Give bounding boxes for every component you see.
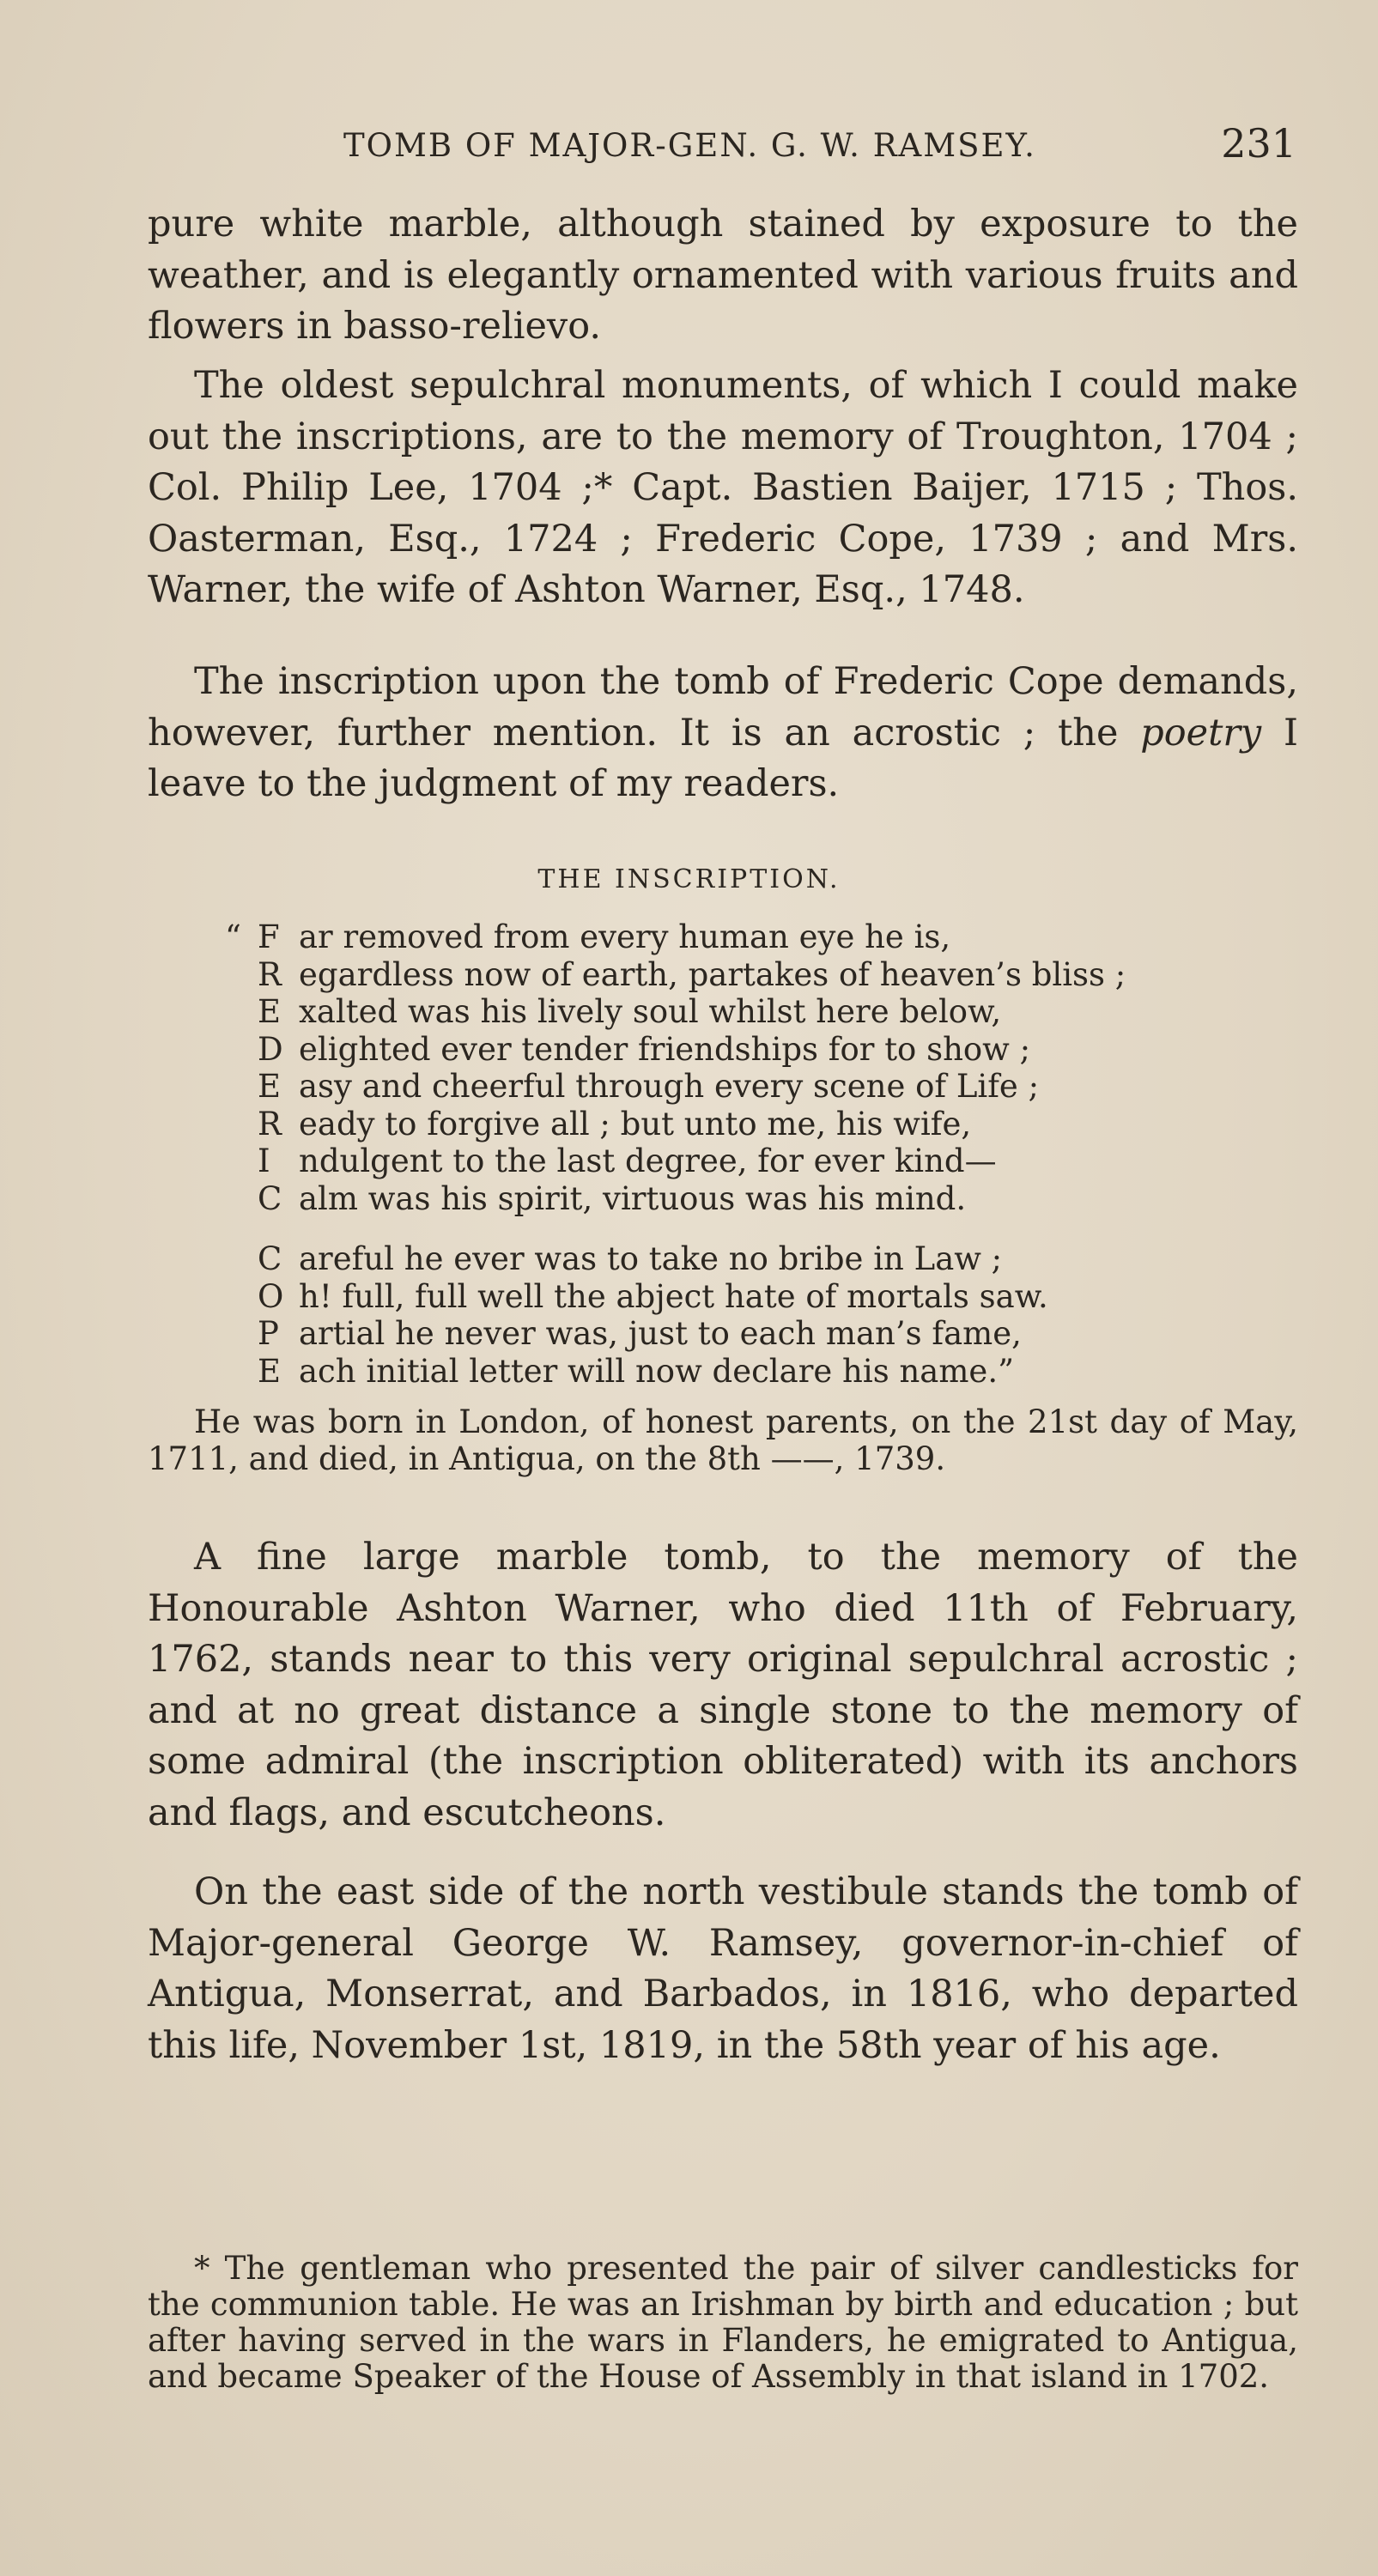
verse-line [258,1315,1048,1353]
verse-line [258,1106,1126,1143]
emphasized-word: poetry [1140,711,1262,755]
opening-quote: “ [225,918,241,955]
verse-text: xalted was his lively soul whilst here below, [299,993,1002,1030]
verse-text: ach initial letter will now declare his name.” [299,1352,1015,1390]
footnote: * The gentleman who presented the pair of silver candlesticks for the communion table. He was an Irishman by birth and education ; but after having served in the wars in Flanders, he emigrated to Antigua, and became Speaker of the House of Assembly in that island in 1702. [148,2250,1298,2395]
verse-text: areful he ever was to take no bribe in Law ; [299,1240,1003,1277]
verse-text: ndulgent to the last degree, for ever kind— [299,1143,997,1179]
verse-text: eady to forgive all ; but unto me, his wife, [299,1105,972,1143]
verse-text: elighted ever tender friendships for to show ; [299,1030,1031,1068]
acrostic-letter: O [258,1277,284,1315]
acrostic-letter: R [258,955,282,993]
acrostic-letter: R [258,1105,282,1143]
acrostic-letter: C [258,1179,282,1217]
acrostic-stanza-2 [258,1240,1048,1390]
acrostic-letter: C [258,1240,282,1277]
verse-text: alm was his spirit, virtuous was his mind. [299,1179,967,1217]
paragraph-acrostic-intro [148,657,1298,810]
page-number: 231 [1221,120,1296,167]
acrostic-stanza-1 [225,918,1126,1217]
inscription-title: THE INSCRIPTION. [537,864,841,894]
paragraph-marble: pure white marble, although stained by exposure to the weather, and is elegantly ornamented with various fruits and flowers in basso-relievo. [148,203,1298,348]
birth-note: He was born in London, of honest parents, on the 21st day of May, 1711, and died, in Antigua, on the 8th ——, 1739. [148,1403,1298,1477]
verse-text: asy and cheerful through every scene of Life ; [299,1068,1040,1105]
verse-line [258,956,1126,994]
acrostic-letter: D [258,1030,283,1068]
paragraph-acrostic-intro-start: The inscription upon the tomb of Frederic Cope demands, however, further mention. It is an acrostic ; the [148,660,1298,755]
acrostic-letter: E [258,1068,282,1105]
acrostic-letter: I [258,1143,270,1179]
running-title: TOMB OF MAJOR-GEN. G. W. RAMSEY. [343,127,1036,164]
verse-line [258,1180,1126,1218]
paragraph-ramsey-tomb: On the east side of the north vestibule stands the tomb of Major-general George W. Ramsey, governor-in-chief of Antigua, Monserrat, and Barbados, in 1816, who departed this life, November 1st, 1819, in the 58th year of his age. [148,1870,1298,2067]
page-header [146,120,1296,172]
verse-text: artial he never was, just to each man’s fame, [299,1315,1022,1352]
verse-line [258,1353,1048,1391]
paragraph-acrostic-intro-end: I leave to the judgment of my readers. [148,711,1298,805]
paragraph-warner-tomb: A fine large marble tomb, to the memory of the Honourable Ashton Warner, who died 11th of February, 1762, stands near to this very original sepulchral acrostic ; and at no great distance a single stone to the memory of some admiral (the inscription obliterated) with its anchors and flags, and escutcheons. [148,1536,1298,1834]
verse-text: egardless now of earth, partakes of heaven’s bliss ; [299,955,1126,993]
acrostic-letter: F [258,918,280,955]
paragraph-oldest-monuments: The oldest sepulchral monuments, of which I could make out the inscriptions, are to the memory of Troughton, 1704 ; Col. Philip Lee, 1704 ;* Capt. Bastien Baijer, 1715 ; Thos. Oasterman, Esq., 1724 ; Frederic Cope, 1739 ; and Mrs. Warner, the wife of Ashton Warner, Esq., 1748. [148,364,1298,611]
acrostic-letter: E [258,1352,282,1390]
verse-line [258,1068,1126,1106]
verse-line [258,1240,1048,1278]
verse-line [258,1278,1048,1316]
verse-text: h! full, full well the abject hate of mortals saw. [299,1277,1048,1315]
acrostic-letter: E [258,993,282,1030]
acrostic-letter: P [258,1315,279,1352]
verse-line [225,918,1126,956]
verse-text: ar removed from every human eye he is, [299,918,951,955]
verse-line [258,993,1126,1031]
verse-line [258,1143,1126,1180]
verse-line [258,1031,1126,1069]
